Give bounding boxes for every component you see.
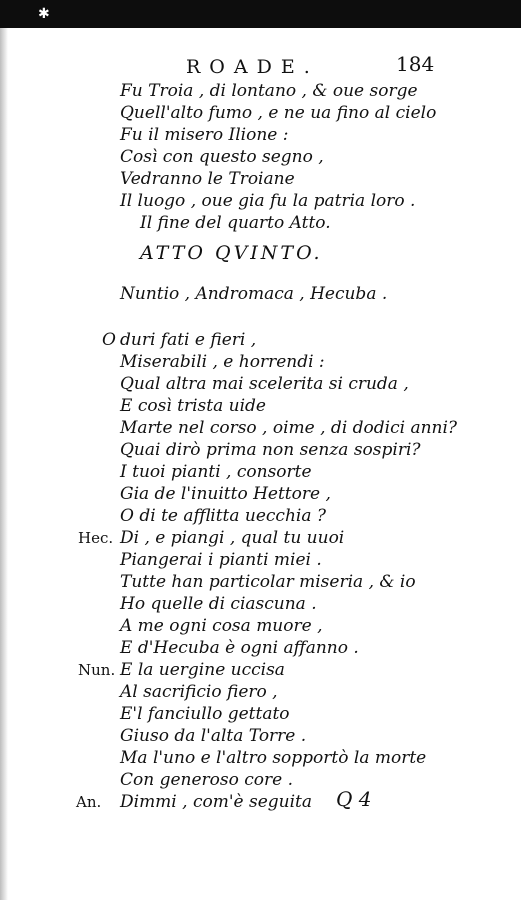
verse-line: Fu Troia , di lontano , & oue sorge: [120, 81, 418, 101]
verse-line: I tuoi pianti , consorte: [120, 462, 312, 482]
verse-line: Con generoso core .: [120, 770, 294, 790]
verse-line: E così trista uide: [120, 396, 266, 416]
verse-line: Marte nel corso , oime , di dodici anni?: [120, 418, 458, 438]
verse-line: Ma l'uno e l'altro sopportò la morte: [120, 748, 427, 768]
page-number: 184: [396, 52, 435, 76]
characters-list: Nuntio , Andromaca , Hecuba .: [120, 284, 388, 304]
verse-line: Gia de l'inuitto Hettore ,: [120, 484, 331, 504]
act-title: ATTO QVINTO.: [140, 242, 323, 264]
verse-line: E'l fanciullo gettato: [120, 704, 290, 724]
speaker-nuntio: Nun.: [78, 661, 116, 679]
page-header: [0, 50, 521, 80]
scan-mark: ✱: [38, 6, 50, 22]
verse-line: Al sacrificio fiero ,: [120, 682, 278, 702]
verse-line: Qual altra mai scelerita si cruda ,: [120, 374, 409, 394]
verse-line: Ho quelle di ciascuna .: [120, 594, 317, 614]
speaker-hecuba: Hec.: [78, 529, 114, 547]
verse-line: Il luogo , oue gia fu la patria loro .: [120, 191, 416, 211]
verse-line: E d'Hecuba è ogni affanno .: [120, 638, 359, 658]
verse-line: duri fati e fieri ,: [120, 330, 257, 350]
verse-line: Vedranno le Troiane: [120, 169, 295, 189]
verse-line: E la uergine uccisa: [120, 660, 285, 680]
speaker-andromaca: An.: [76, 793, 102, 811]
verse-line: Di , e piangi , qual tu uuoi: [120, 528, 345, 548]
verse-line: Giuso da l'alta Torre .: [120, 726, 307, 746]
running-head: ROADE.: [186, 56, 319, 78]
signature-mark: Q 4: [336, 787, 372, 811]
act-end-note: Il fine del quarto Atto.: [140, 213, 331, 233]
verse-line: Tutte han particolar miseria , & io: [120, 572, 416, 592]
verse-line: Dimmi , com'è seguita: [120, 792, 312, 812]
verse-line: Quell'alto fumo , e ne ua fino al cielo: [120, 103, 437, 123]
verse-line: Quai dirò prima non senza sospiri?: [120, 440, 421, 460]
verse-line: A me ogni cosa muore ,: [120, 616, 323, 636]
verse-line: Così con questo segno ,: [120, 147, 324, 167]
verse-line: Fu il misero Ilione :: [120, 125, 289, 145]
verse-line: Miserabili , e horrendi :: [120, 352, 325, 372]
verse-line: O di te afflitta uecchia ?: [120, 506, 326, 526]
drop-initial: O: [102, 330, 116, 350]
verse-line: Piangerai i pianti miei .: [120, 550, 322, 570]
